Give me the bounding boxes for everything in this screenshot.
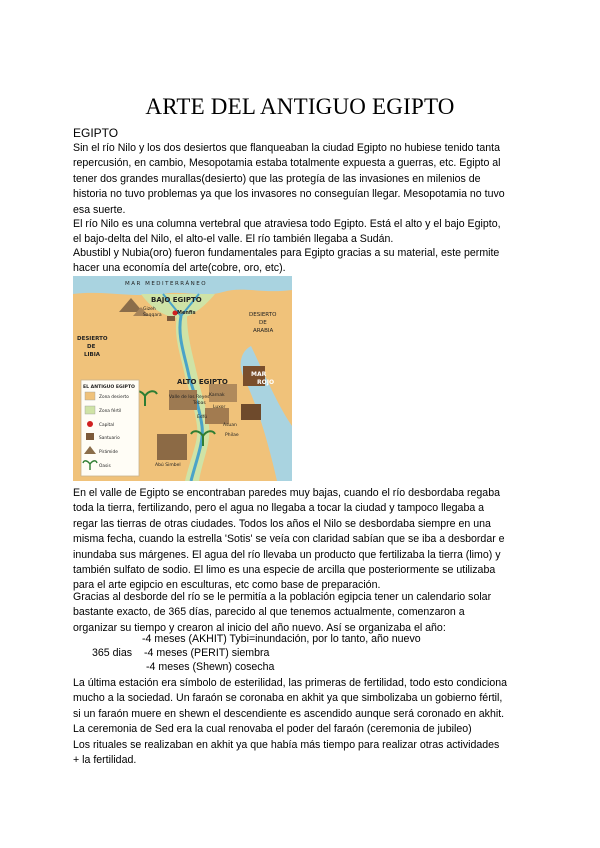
text-line: organizar su tiempo y crearon al inicio del año nuevo. Así se organizaba el año:	[73, 621, 446, 634]
egypt-map-svg	[73, 276, 292, 481]
map-label-desert-arabia: ARABIA	[253, 328, 274, 334]
temple-photo	[205, 408, 229, 424]
map-city-label: Tebas	[193, 401, 206, 406]
map-city-label: Edfú	[197, 415, 208, 420]
legend-item: Pirámide	[99, 450, 118, 455]
map-label-red-sea: ROJO	[257, 379, 275, 386]
map-city-label: Gizeh	[143, 307, 156, 312]
text-line: también sulfato de sodio. El limo es una especie de arcilla que posteriormente se utilizaba	[73, 564, 496, 577]
map-label-desert-libya: LIBIA	[84, 352, 101, 358]
section-heading: EGIPTO	[73, 126, 119, 140]
text-line: + la fertilidad.	[73, 754, 137, 767]
text-line: toda la tierra, fertilizando, pero el agua no llegaba a tocar la ciudad y tampoco llegaba a	[73, 502, 485, 515]
map-city-label: Karnak	[209, 393, 225, 398]
map-label-lower-egypt: BAJO EGIPTO	[151, 296, 202, 304]
text-line: Sin el río Nilo y los dos desiertos que flanqueaban la ciudad Egipto no hubiese tenido tanta	[73, 142, 500, 154]
legend-item: Zona fértil	[99, 409, 122, 414]
map-city-label: Menfis	[177, 310, 196, 316]
map-label-desert-libya: DESIERTO	[77, 336, 108, 342]
sanctuary-icon	[167, 316, 175, 321]
legend-swatch-desert	[85, 392, 95, 400]
document-title: ARTE DEL ANTIGUO EGIPTO	[145, 94, 455, 119]
text-line: Los rituales se realizaban en akhit ya que había más tiempo para realizar otras actividades	[73, 738, 500, 751]
legend-sanctuary-icon	[86, 433, 94, 440]
egypt-map	[73, 276, 292, 481]
map-label-desert-arabia: DE	[259, 320, 267, 326]
text-line: Gracias al desborde del río se le permitía a la población egipcia tener un calendario solar	[73, 591, 492, 603]
calendar-total: 365 dias	[92, 647, 133, 659]
text-line: hacer una economía del arte(cobre, oro, etc).	[73, 262, 286, 275]
legend-item: Capital	[99, 423, 115, 428]
temple-photo	[169, 390, 197, 410]
text-line: para el arte egipcio en esculturas, etc como base de preparación.	[73, 579, 381, 592]
map-label-upper-egypt: ALTO EGIPTO	[177, 378, 228, 386]
text-line: misma fecha, cuando la estrella 'Sotis' se veía con claridad sabían que se iba a desbordar e	[73, 533, 505, 546]
calendar-season: -4 meses (Shewn) cosecha	[146, 661, 275, 673]
text-line: repercusión, en cambio, Mesopotamia estaba totalmente expuesta a guerras, etc. Egipto al	[73, 157, 501, 170]
text-line: inundaba sus márgenes. El agua del río llevaba un producto que fertilizaba la tierra (limo) y	[73, 548, 501, 561]
map-label-red-sea: MAR	[251, 371, 267, 378]
text-line: La última estación era símbolo de esterilidad, las primeras de fertilidad, todo esto condiciona	[73, 677, 507, 689]
paragraph-nile	[73, 217, 533, 248]
figure-photo	[241, 404, 261, 420]
text-line: La ceremonia de Sed era la cual renovaba el poder del faraón (ceremonia de jubileo)	[73, 723, 472, 736]
legend-item: Oasis	[99, 464, 111, 469]
text-line: mucho a la sociedad. Un faraón se coronaba en akhit ya que simbolizaba un gobierno fértil,	[73, 692, 503, 705]
map-city-label: Asuan	[223, 423, 237, 428]
calendar-season: -4 meses (AKHIT) Tybi=inundación, por lo tanto, año nuevo	[142, 633, 421, 645]
text-line: regar las tierras de otras ciudades. Todos los años el Nilo se desbordaba siempre en una	[73, 517, 491, 530]
text-line: tener dos grandes murallas(desierto) que las protegía de las invasiones en milenios de	[73, 172, 481, 185]
map-label-desert-libya: DE	[87, 344, 96, 350]
legend-swatch-fertile	[85, 406, 95, 414]
text-line: El río Nilo es una columna vertebral que atraviesa todo Egipto. Está el alto y el bajo Egipto,	[73, 218, 501, 230]
legend-title: EL ANTIGUO EGIPTO	[83, 385, 135, 390]
calendar-season: -4 meses (PERIT) siembra	[144, 647, 270, 659]
text-line: si un faraón muere en shewn el descendiente es ascendido aunque será coronado en akhit.	[73, 707, 505, 720]
legend-item: Zona desierto	[99, 395, 129, 400]
text-line: bastante exacto, de 365 días, parecido al que tenemos actualmente, comenzaron a	[73, 606, 465, 619]
paragraph-calendar	[73, 590, 533, 636]
map-city-label: Valle de los Reyes	[169, 395, 210, 400]
text-line: esa suerte.	[73, 203, 126, 216]
map-city-label: Philae	[225, 433, 239, 438]
map-city-label: Saqqara	[143, 313, 162, 318]
paragraph-valley	[73, 486, 533, 594]
text-line: Abustibl y Nubia(oro) fueron fundamentales para Egipto gracias a su material, este permite	[73, 247, 500, 259]
legend-item: Santuario	[99, 436, 120, 441]
map-city-label: Luxor	[213, 405, 226, 410]
map-label-sea: MAR MEDITERRÁNEO	[125, 281, 208, 287]
legend-capital-icon	[87, 421, 93, 427]
temple-photo	[157, 434, 187, 460]
paragraph-intro	[73, 141, 533, 218]
map-city-label: Abú Simbel	[155, 463, 181, 468]
text-line: En el valle de Egipto se encontraban paredes muy bajas, cuando el río desbordaba regaba	[73, 487, 500, 499]
text-line: el bajo-delta del Nilo, el alto-el valle. El río también llegaba a Sudán.	[73, 233, 394, 246]
paragraph-rituals	[73, 676, 533, 768]
text-line: historia no tuvo problemas ya que los invasores no conseguían llegar. Mesopotamia no tuvo	[73, 188, 505, 201]
paragraph-nubia	[73, 246, 533, 277]
map-label-desert-arabia: DESIERTO	[249, 312, 277, 318]
